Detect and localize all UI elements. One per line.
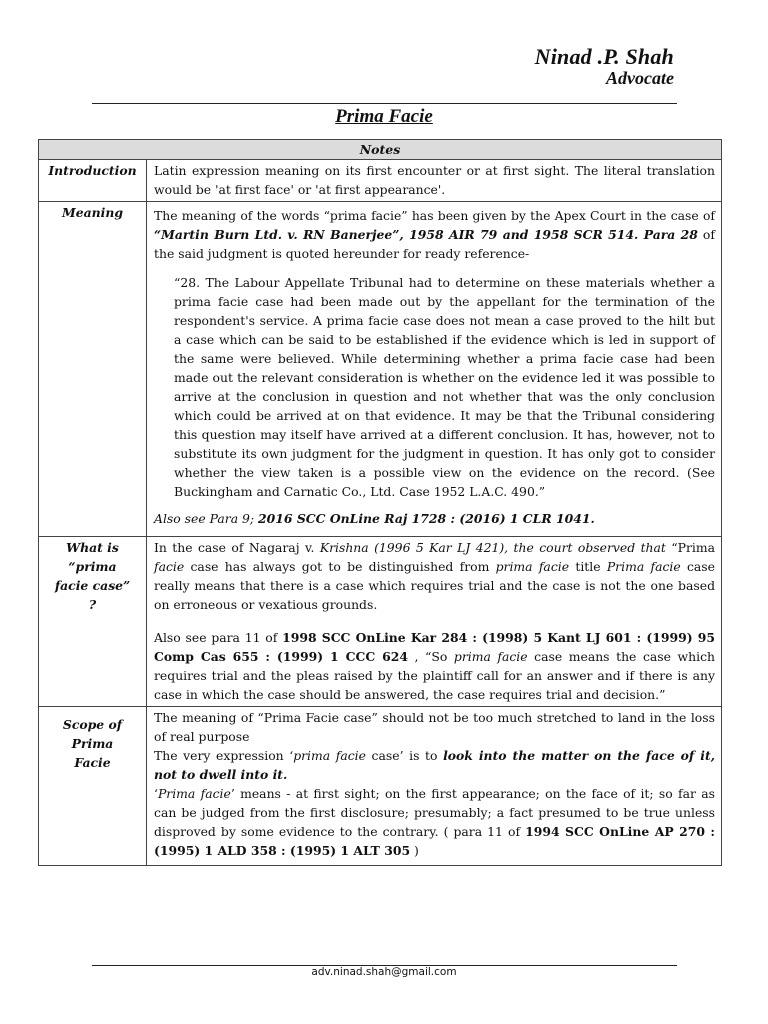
table-row-scope	[39, 707, 722, 866]
notes-header-row	[39, 140, 722, 160]
what-is-p1: In the case of Nagaraj v. Krishna (1996 5 Kar LJ 421), the court observed that “Prima facie case has always got to be distinguished from prima facie title Prima facie case really means that there is a case which requires trial and the case is not the one based on erroneous or vexatious grounds.	[154, 540, 716, 612]
scope-p3: ‘Prima facie’ means - at first sight; on the first appearance; on the face of it; so far as can be judged from the first disclosure; presumably; a fact presumed to be true unless disproved by some evidence to the contrary. ( para 11 of 1994 SCC OnLine AP 270 : (1995) 1 ALD 358 : (1995) 1 ALT 305 )	[154, 786, 715, 858]
row-label-meaning: Meaning	[39, 202, 147, 537]
row-label-introduction: Introduction	[39, 160, 147, 202]
scope-p2: The very expression ‘prima facie case’ is to look into the matter on the face of it, not to dwell into it.	[154, 748, 715, 782]
row-body-what-is	[147, 537, 722, 707]
notes-table	[38, 139, 722, 866]
table-row-what-is	[39, 537, 722, 707]
meaning-intro: The meaning of the words “prima facie” has been given by the Apex Court in the case of “Martin Burn Ltd. v. RN Banerjee”, 1958 AIR 79 and 1958 SCR 514. Para 28 of the said judgment is quoted hereunder for ready reference-	[154, 208, 715, 261]
table-row-meaning	[39, 202, 722, 537]
header-divider	[92, 103, 677, 104]
notes-header: Notes	[39, 140, 722, 160]
page-title: Prima Facie	[335, 106, 433, 127]
row-body-scope	[147, 707, 722, 866]
introduction-text: Latin expression meaning on its first encounter or at first sight. The literal translation would be 'at first face' or 'at first appearance'.	[154, 163, 715, 197]
what-is-p2: Also see para 11 of 1998 SCC OnLine Kar 284 : (1998) 5 Kant LJ 601 : (1999) 95 Comp Cas 655 : (1999) 1 CCC 624 , “So prima facie case means the case which requires trial and the pleas raised by the plaintiff call for an answer and if there is any case in which the case should be answered, the case requires trial and decision.”	[154, 630, 715, 702]
scope-p1: The meaning of “Prima Facie case” should not be too much stretched to land in the loss of real purpose	[154, 710, 715, 744]
meaning-also-see: Also see Para 9; 2016 SCC OnLine Raj 1728 : (2016) 1 CLR 1041.	[154, 511, 595, 526]
author-name: Ninad .P. Shah	[534, 44, 674, 69]
row-body-meaning	[147, 202, 722, 537]
row-body-introduction	[147, 160, 722, 202]
row-label-what-is: What is “prima facie case” ?	[39, 537, 147, 707]
table-row-introduction	[39, 160, 722, 202]
meaning-quote: “28. The Labour Appellate Tribunal had to determine on these materials whether a prima facie case had been made out by the appellant for the termination of the respondent's service. A prima facie case does not mean a case proved to the hilt but a case which can be said to be established if the evidence which is led in support of the same were believed. While determining whether a prima facie case had been made out the relevant consideration is whether on the evidence led it was possible to arrive at the conclusion in question and not whether that was the only conclusion which could be arrived at on that evidence. It may be that the Tribunal considering this question may itself have arrived at a different conclusion. It has, however, not to substitute its own judgment for the judgment in question. It has only got to consider whether the view taken is a possible view on the evidence on the record. (See Buckingham and Carnatic Co., Ltd. Case 1952 L.A.C. 490.”	[174, 275, 715, 499]
footer-email: adv.ninad.shah@gmail.com	[311, 966, 457, 978]
row-label-scope: Scope of Prima Facie	[39, 707, 147, 866]
author-role: Advocate	[606, 68, 674, 88]
